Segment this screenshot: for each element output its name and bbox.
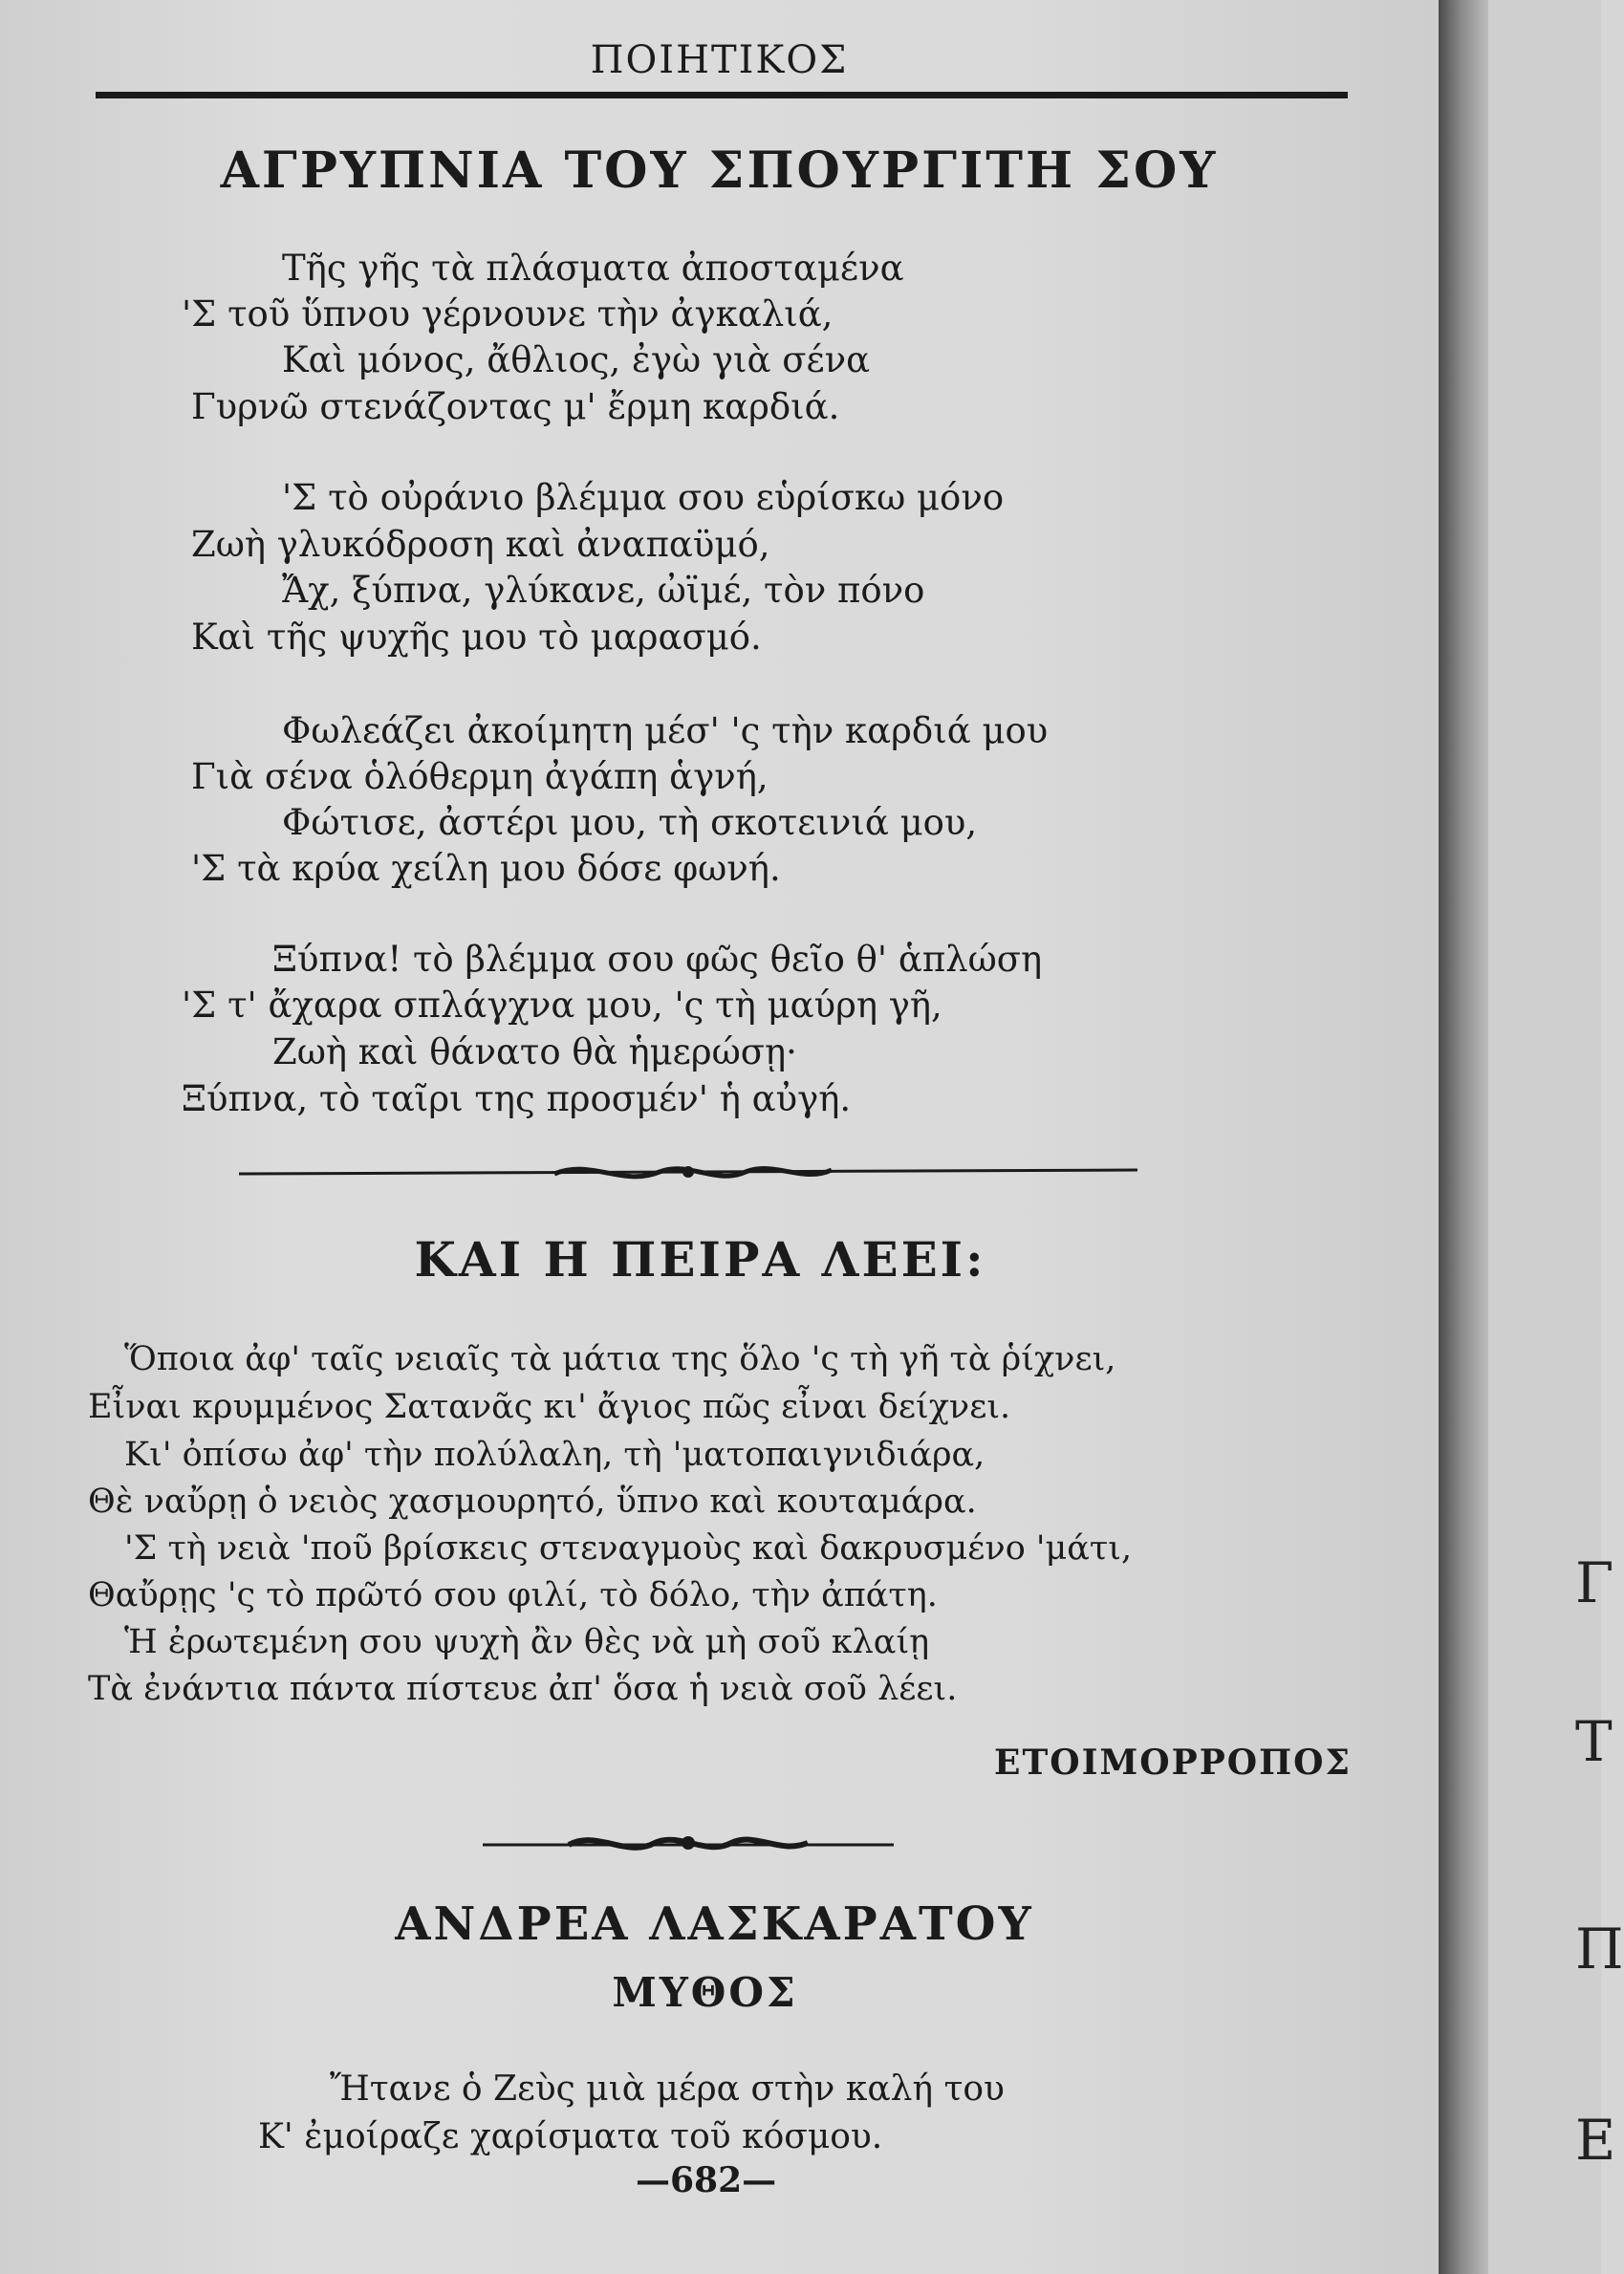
- edge-letter: Γ: [1575, 1550, 1614, 1615]
- poem1-line: Ζωὴ καὶ θάνατο θὰ ἡμερώσῃ·: [272, 1031, 797, 1072]
- poem3-author: ΑΝΔΡΕΑ ΛΑΣΚΑΡΑΤΟΥ: [395, 1897, 1034, 1951]
- poem2-line: Θαὔρῃς 'ς τὸ πρῶτό σου φιλί, τὸ δόλο, τὴν ἀπάτη.: [88, 1576, 938, 1614]
- poem2-signature: ΕΤΟΙΜΟΡΡΟΠΟΣ: [994, 1743, 1352, 1783]
- poem2-title: ΚΑΙ Η ΠΕΙΡΑ ΛΕΕΙ:: [414, 1231, 986, 1288]
- edge-letter: Ε: [1575, 2108, 1616, 2173]
- ornamental-divider: [239, 1153, 1137, 1191]
- poem1-line: 'Σ τοῦ ὕπνου γέρνουνε τὴν ἀγκαλιά,: [182, 293, 834, 335]
- poem2-line: Εἶναι κρυμμένος Σατανᾶς κι' ἄγιος πῶς εἶναι δείχνει.: [88, 1388, 1011, 1426]
- poem1-line: Καὶ τῆς ψυχῆς μου τὸ μαρασμό.: [191, 617, 762, 658]
- book-gutter: [1439, 0, 1488, 2274]
- poem2-line: Θὲ ναὔρῃ ὁ νειὸς χασμουρητό, ὕπνο καὶ κουταμάρα.: [88, 1483, 977, 1521]
- poem1-line: Ξύπνα! τὸ βλέμμα σου φῶς θεῖο θ' ἁπλώση: [272, 939, 1043, 980]
- poem3-title: ΜΥΘΟΣ: [612, 1969, 798, 2016]
- edge-letter: Τ: [1575, 1709, 1613, 1774]
- poem2-line: 'Σ τὴ νειὰ 'ποῦ βρίσκεις στεναγμοὺς καὶ δακρυσμένο 'μάτι,: [124, 1529, 1133, 1568]
- poem2-line: Ἡ ἐρωτεμένη σου ψυχὴ ἂν θὲς νὰ μὴ σοῦ κλαίῃ: [124, 1623, 930, 1661]
- poem3-line: Ἤτανε ὁ Ζεὺς μιὰ μέρα στὴν καλή του: [330, 2069, 1005, 2109]
- poem1-line: 'Σ τ' ἄχαρα σπλάγχνα μου, 'ς τὴ μαύρη γῆ,: [182, 985, 942, 1026]
- poem1-line: 'Σ τὰ κρύα χείλη μου δόσε φωνή.: [191, 848, 781, 889]
- header-rule: [96, 92, 1348, 98]
- adjacent-page-edge: [1488, 0, 1624, 2274]
- poem1-line: Γιὰ σένα ὁλόθερμη ἀγάπη ἁγνή,: [191, 756, 769, 797]
- poem2-line: Κι' ὀπίσω ἀφ' τὴν πολύλαλη, τὴ 'ματοπαιγνιδιάρα,: [124, 1436, 985, 1474]
- page-number: —682—: [636, 2160, 777, 2200]
- ornamental-divider: [483, 1824, 894, 1862]
- poem2-line: Τὰ ἐνάντια πάντα πίστευε ἀπ' ὅσα ἡ νειὰ σοῦ λέει.: [88, 1670, 958, 1708]
- edge-letter: Π: [1575, 1917, 1624, 1982]
- poem1-title: ΑΓΡΥΠΝΙΑ ΤΟΥ ΣΠΟΥΡΓΙΤΗ ΣΟΥ: [220, 141, 1219, 200]
- poem1-line: Φωλεάζει ἀκοίμητη μέσ' 'ς τὴν καρδιά μου: [282, 710, 1049, 751]
- running-head: ΠΟΙΗΤΙΚΟΣ: [590, 38, 849, 82]
- poem1-line: Γυρνῶ στενάζοντας μ' ἔρμη καρδιά.: [191, 386, 840, 427]
- poem1-line: Καὶ μόνος, ἄθλιος, ἐγὼ γιὰ σένα: [282, 339, 871, 380]
- poem2-line: Ὅποια ἀφ' ταῖς νειαῖς τὰ μάτια της ὅλο 'ς τὴ γῆ τὰ ῥίχνει,: [124, 1340, 1116, 1378]
- poem3-line: Κ' ἐμοίραζε χαρίσματα τοῦ κόσμου.: [258, 2117, 883, 2156]
- poem1-line: Τῆς γῆς τὰ πλάσματα ἀποσταμένα: [282, 248, 904, 289]
- poem1-line: Ζωὴ γλυκόδροση καὶ ἀναπαϋμό,: [191, 524, 770, 565]
- poem1-line: 'Σ τὸ οὐράνιο βλέμμα σου εὑρίσκω μόνο: [282, 477, 1005, 518]
- poem1-line: Φώτισε, ἀστέρι μου, τὴ σκοτεινιά μου,: [282, 802, 978, 843]
- poem1-line: Ἄχ, ξύπνα, γλύκανε, ὠϊμέ, τὸν πόνο: [282, 570, 925, 611]
- poem1-line: Ξύπνα, τὸ ταῖρι της προσμέν' ἡ αὐγή.: [182, 1078, 852, 1119]
